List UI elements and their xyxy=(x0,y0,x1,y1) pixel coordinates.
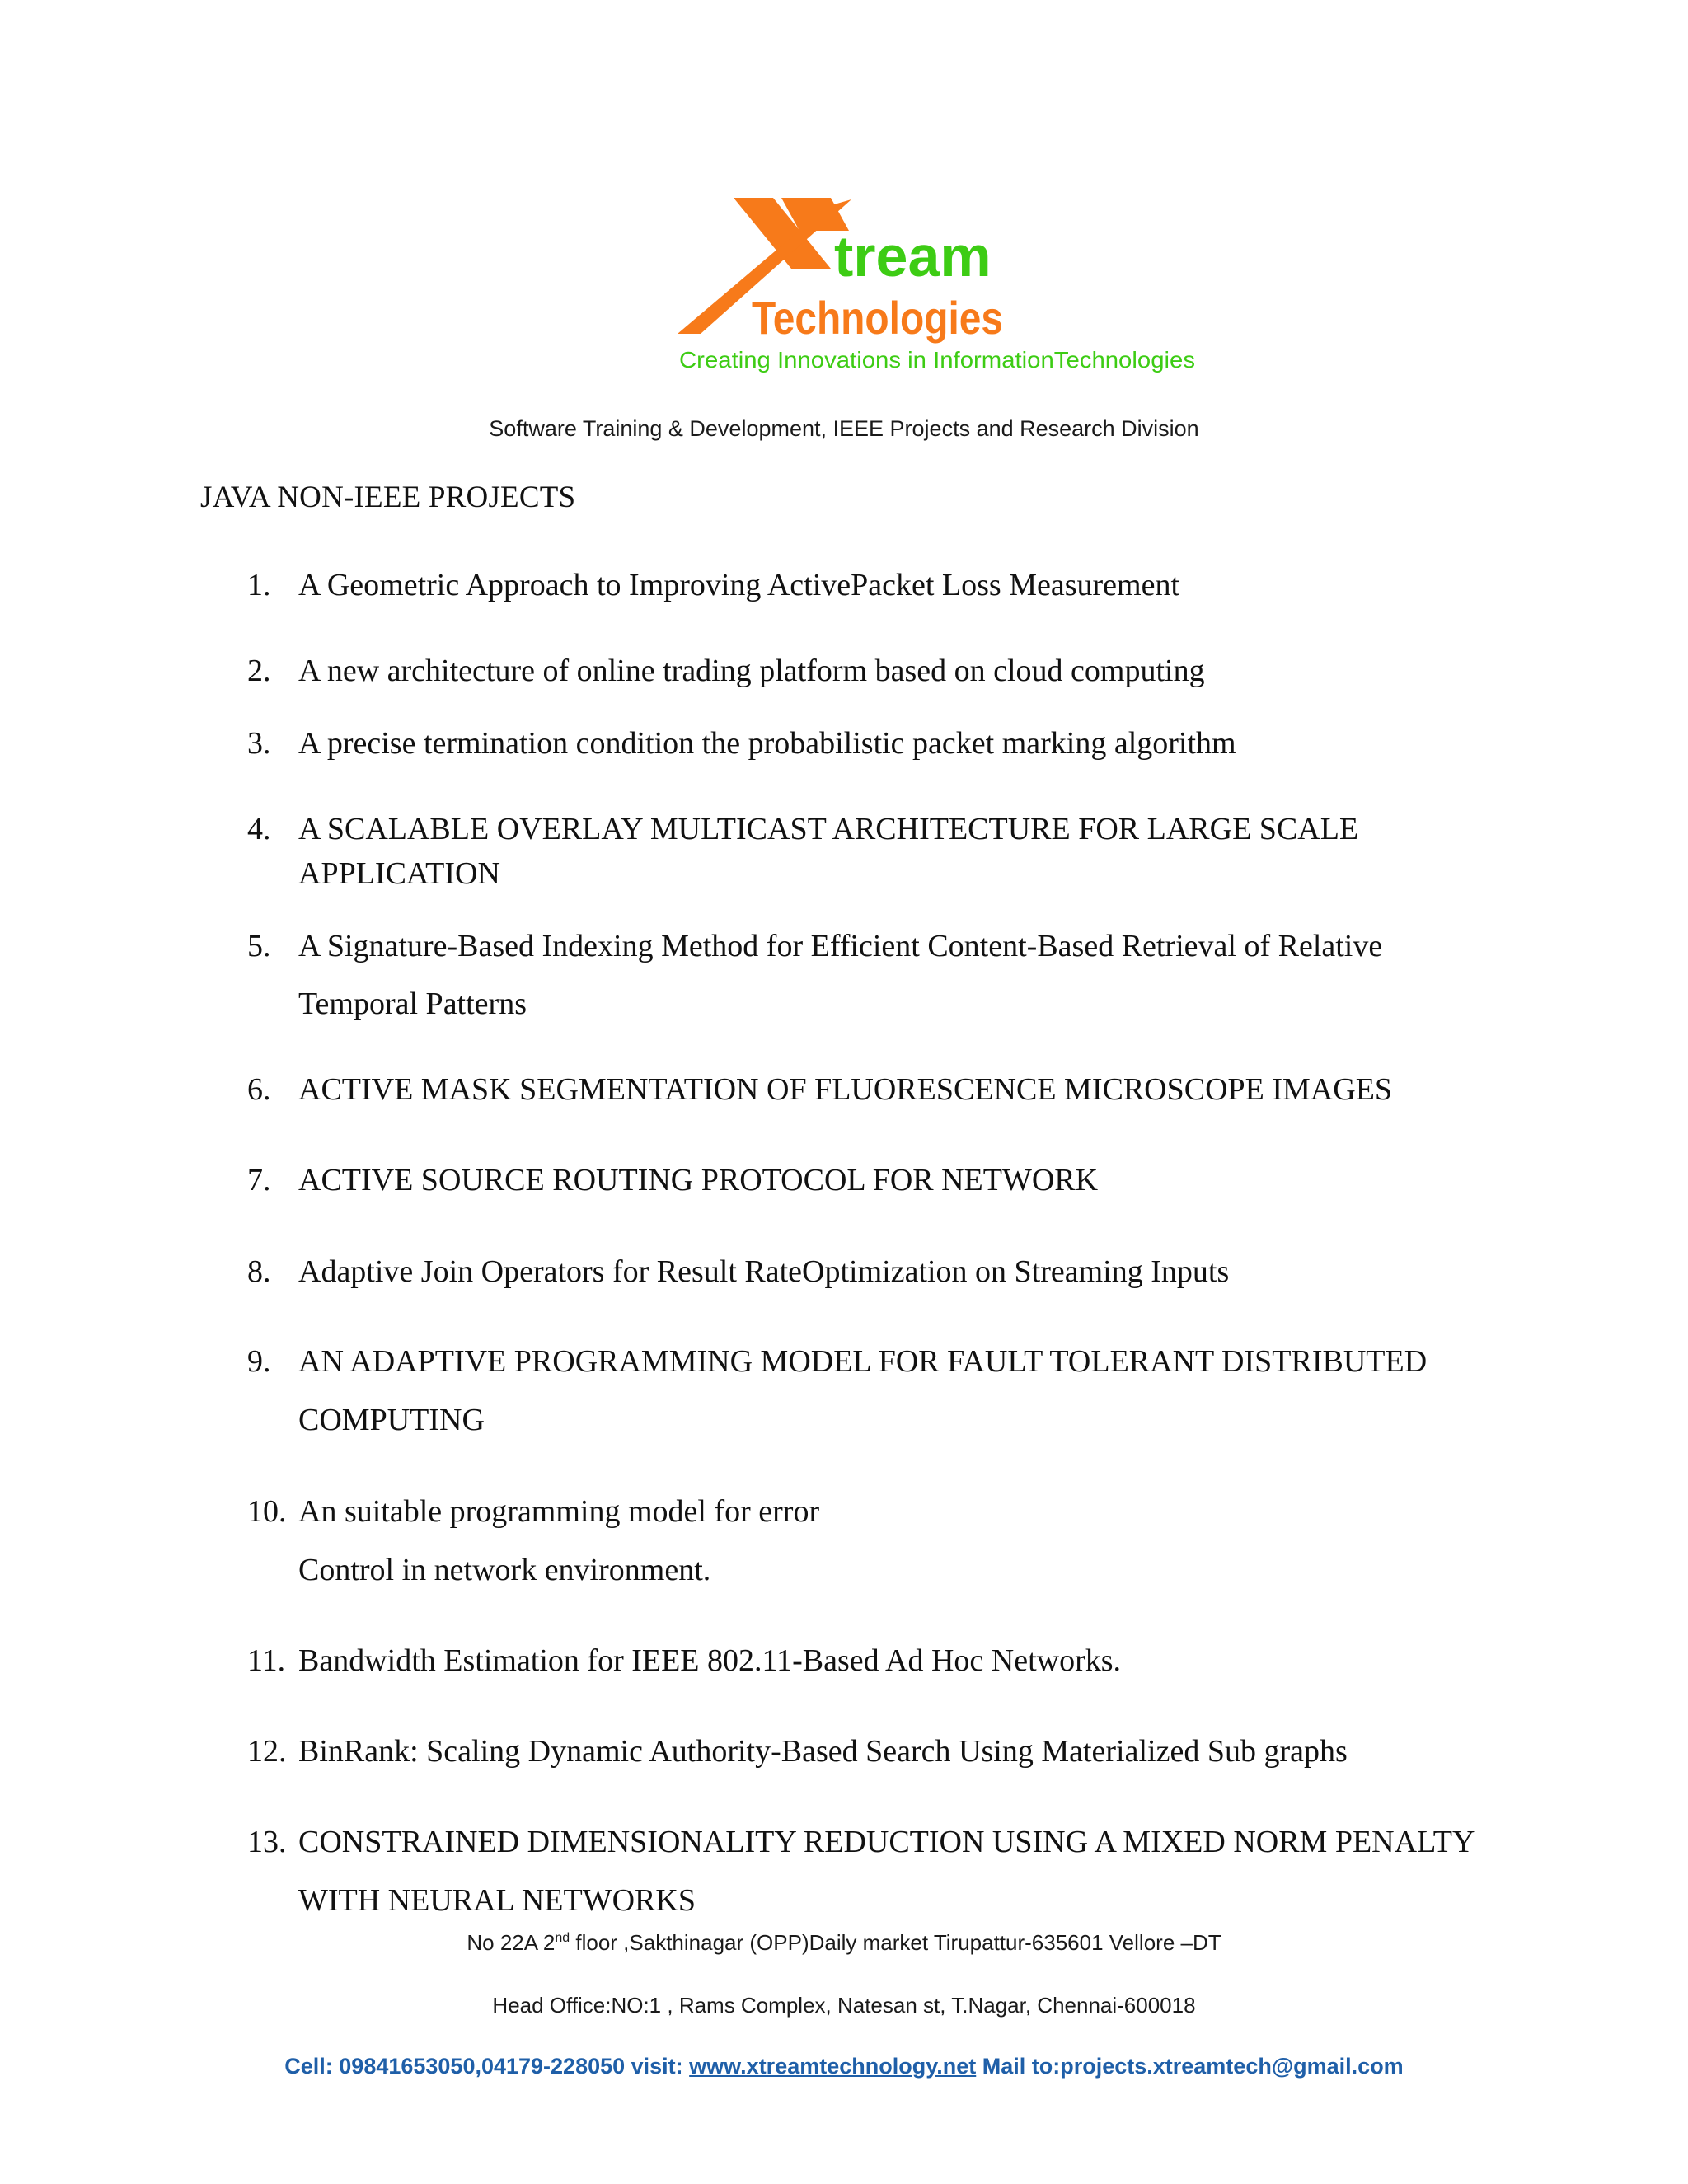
project-number: 11. xyxy=(247,1643,286,1678)
project-title-line: ACTIVE SOURCE ROUTING PROTOCOL FOR NETWORK xyxy=(298,1163,1099,1197)
project-title-line: Control in network environment. xyxy=(298,1553,711,1587)
head-office-address: Head Office:NO:1 , Rams Complex, Natesan st, T.Nagar, Chennai-600018 xyxy=(492,1993,1196,2018)
project-title-line: A Signature-Based Indexing Method for Efficient Content-Based Retrieval of Relative xyxy=(298,929,1383,963)
address-sup: nd xyxy=(555,1931,570,1945)
contact-phones: Cell: 09841653050,04179-228050 visit: xyxy=(284,2054,690,2079)
project-title-line: A SCALABLE OVERLAY MULTICAST ARCHITECTURE FOR LARGE SCALE xyxy=(298,812,1359,846)
project-number: 7. xyxy=(247,1163,271,1197)
project-title-line: A precise termination condition the probabilistic packet marking algorithm xyxy=(298,726,1236,761)
project-number: 8. xyxy=(247,1254,271,1289)
project-title-line: An suitable programming model for error xyxy=(298,1494,820,1529)
xtream-logo xyxy=(676,190,1212,379)
website-link[interactable]: www.xtreamtechnology.net xyxy=(689,2054,977,2079)
project-number: 6. xyxy=(247,1072,271,1107)
project-title-line: Bandwidth Estimation for IEEE 802.11-Based Ad Hoc Networks. xyxy=(298,1643,1122,1678)
project-number: 13. xyxy=(247,1825,287,1859)
project-title-line: CONSTRAINED DIMENSIONALITY REDUCTION USING A MIXED NORM PENALTY xyxy=(298,1825,1475,1859)
project-title-line: A new architecture of online trading platform based on cloud computing xyxy=(298,654,1205,688)
project-title-line: BinRank: Scaling Dynamic Authority-Based Search Using Materialized Sub graphs xyxy=(298,1734,1348,1769)
contact-mail: Mail to:projects.xtreamtech@gmail.com xyxy=(976,2054,1404,2079)
project-number: 2. xyxy=(247,654,271,688)
address-suffix: floor ,Sakthinagar (OPP)Daily market Tirupattur-635601 Vellore –DT xyxy=(570,1930,1221,1955)
branch-address xyxy=(0,1930,1688,1956)
project-number: 12. xyxy=(247,1734,287,1769)
logo-slogan: Creating Innovations in InformationTechnologies xyxy=(679,347,1195,373)
project-title-line: Temporal Patterns xyxy=(298,987,527,1021)
division-tagline: Software Training & Development, IEEE Projects and Research Division xyxy=(489,416,1199,441)
project-number: 10. xyxy=(247,1494,287,1529)
project-title-line: COMPUTING xyxy=(298,1403,485,1437)
project-title-line: APPLICATION xyxy=(298,856,500,891)
project-number: 4. xyxy=(247,812,271,846)
project-number: 1. xyxy=(247,568,271,602)
list-title: JAVA NON-IEEE PROJECTS xyxy=(200,480,576,514)
project-number: 5. xyxy=(247,929,271,963)
project-title-line: Adaptive Join Operators for Result RateOptimization on Streaming Inputs xyxy=(298,1254,1230,1289)
project-title-line: ACTIVE MASK SEGMENTATION OF FLUORESCENCE MICROSCOPE IMAGES xyxy=(298,1072,1393,1107)
project-title-line: WITH NEURAL NETWORKS xyxy=(298,1883,696,1918)
project-number: 3. xyxy=(247,726,271,761)
contact-line xyxy=(0,2054,1688,2079)
project-title-line: AN ADAPTIVE PROGRAMMING MODEL FOR FAULT TOLERANT DISTRIBUTED xyxy=(298,1344,1428,1379)
logo-wordmark: tream xyxy=(834,224,992,288)
logo-company: Technologies xyxy=(752,292,1003,344)
address-prefix: No 22A 2 xyxy=(467,1930,556,1955)
project-number: 9. xyxy=(247,1344,271,1379)
project-title-line: A Geometric Approach to Improving ActivePacket Loss Measurement xyxy=(298,568,1180,602)
